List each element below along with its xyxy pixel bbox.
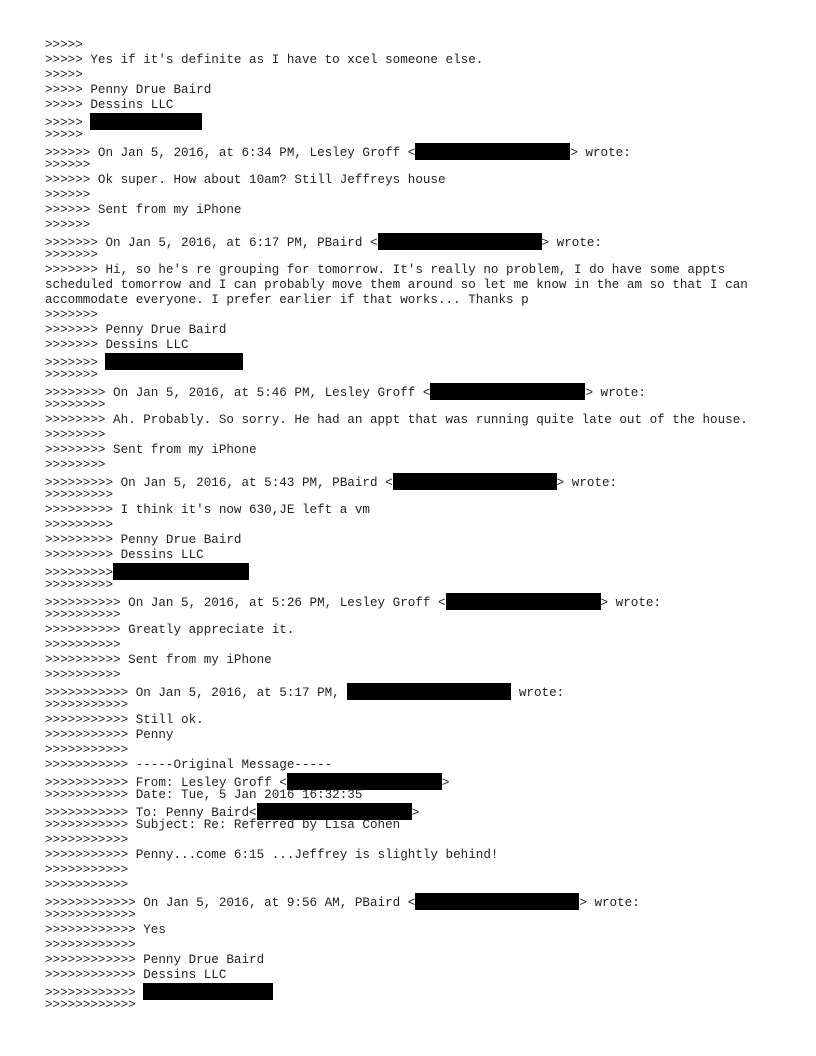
text-line [45, 698, 785, 713]
text-segment: >>>>>>> On Jan 5, 2016, at 6:17 PM, PBaird < [45, 236, 378, 250]
text-line [45, 368, 785, 383]
text-line [45, 863, 785, 878]
text-line [45, 158, 785, 173]
text-segment: >>>>>>>>>>>> Dessins LLC [45, 968, 227, 982]
text-segment: >>>>>>>>>> [45, 668, 121, 682]
text-segment: > wrote: [541, 236, 602, 250]
text-line [45, 788, 785, 803]
text-segment: >>>>>>>>>>>> Yes [45, 923, 166, 937]
text-segment: >>>>>>>>>> [45, 608, 121, 622]
redaction-block [378, 233, 542, 250]
text-line [45, 533, 785, 548]
text-line [45, 623, 785, 638]
text-line [45, 728, 785, 743]
email-thread-document [45, 38, 785, 1013]
text-segment: >>>>>>>>>> Sent from my iPhone [45, 653, 272, 667]
text-line [45, 593, 785, 608]
text-segment: >>>>>>> [45, 368, 98, 382]
text-segment: >>>>>>>>>>> -----Original Message----- [45, 758, 333, 772]
text-line [45, 803, 785, 818]
text-line [45, 503, 785, 518]
text-segment: >>>>> Penny Drue Baird [45, 83, 212, 97]
text-line [45, 833, 785, 848]
text-line [45, 893, 785, 908]
text-segment: > wrote: [556, 476, 618, 490]
text-segment: >>>>>> [45, 218, 91, 232]
text-segment: >>>>>>>> [45, 398, 106, 412]
text-segment: >>>>>>> [45, 308, 98, 322]
redaction-block [105, 353, 243, 370]
text-line [45, 203, 785, 218]
text-segment: >>>>>>>>>> [45, 638, 121, 652]
text-line [45, 443, 785, 458]
text-line [45, 968, 785, 983]
redaction-block [393, 473, 557, 490]
redaction-block [415, 143, 570, 160]
text-segment: >>>>>>>>> [45, 518, 114, 532]
text-segment: >>>>>>>>>> On Jan 5, 2016, at 5:26 PM, Lesley Groff < [45, 596, 446, 610]
text-line [45, 938, 785, 953]
text-line [45, 128, 785, 143]
text-segment: > [441, 776, 450, 790]
redaction-block [347, 683, 511, 700]
text-line [45, 518, 785, 533]
text-segment: >>>>>>>>> [45, 488, 114, 502]
text-segment: >>>>>>>> [45, 458, 106, 472]
text-line [45, 68, 785, 83]
text-line [45, 578, 785, 593]
text-line [45, 458, 785, 473]
text-segment: >>>>>>>>> Penny Drue Baird [45, 533, 242, 547]
text-segment: >>>>>>>>>>> From: Lesley Groff < [45, 776, 287, 790]
text-segment: >>>>> [45, 68, 83, 82]
text-line [45, 848, 785, 863]
text-line [45, 983, 785, 998]
text-segment: >>>>>>> [45, 248, 98, 262]
text-segment: >>>>>>>>>>> Subject: Re: Referred by Lisa Cohen [45, 818, 401, 832]
text-segment: >>>>> Dessins LLC [45, 98, 174, 112]
text-segment: >>>>>>>>>>> [45, 833, 129, 847]
text-line [45, 668, 785, 683]
text-line [45, 773, 785, 788]
text-line [45, 563, 785, 578]
text-segment: >>>>>>>>>> Greatly appreciate it. [45, 623, 295, 637]
text-segment: >>>>> [45, 128, 83, 142]
text-line [45, 98, 785, 113]
text-line [45, 488, 785, 503]
text-segment: >>>>>>>>>>> [45, 743, 129, 757]
text-line [45, 113, 785, 128]
text-segment: >>>>>>>>>>> On Jan 5, 2016, at 5:17 PM, [45, 686, 348, 700]
text-segment: >>>>>> [45, 158, 91, 172]
text-segment: >>>>>>>>>>>> [45, 908, 136, 922]
text-segment: >>>>>> On Jan 5, 2016, at 6:34 PM, Lesley Groff < [45, 146, 416, 160]
text-segment: > wrote: [579, 896, 640, 910]
text-line [45, 713, 785, 728]
text-segment: >>>>>> Sent from my iPhone [45, 203, 242, 217]
text-segment: >>>>> Yes if it's definite as I have to xcel someone else. [45, 53, 484, 67]
text-segment: >>>>>>>>> Dessins LLC [45, 548, 204, 562]
text-segment: >>>>>>>>>>>> On Jan 5, 2016, at 9:56 AM, PBaird < [45, 896, 416, 910]
text-segment: >>>>>>>>>>>> Penny Drue Baird [45, 953, 265, 967]
redaction-block [446, 593, 601, 610]
text-segment: > [411, 806, 420, 820]
text-segment: >>>>>>> [45, 356, 106, 370]
text-line [45, 758, 785, 773]
redaction-block [430, 383, 585, 400]
text-segment: >>>>> [45, 38, 83, 52]
text-line [45, 548, 785, 563]
text-segment: >>>>>>>>>>> To: Penny Baird< [45, 806, 257, 820]
text-line [45, 608, 785, 623]
redaction-block [415, 893, 579, 910]
text-line [45, 263, 785, 308]
text-segment: > wrote: [585, 386, 646, 400]
text-line [45, 83, 785, 98]
redaction-block [90, 113, 202, 130]
text-line [45, 653, 785, 668]
text-line [45, 743, 785, 758]
text-segment: >>>>>>>>> On Jan 5, 2016, at 5:43 PM, PBaird < [45, 476, 393, 490]
text-line [45, 398, 785, 413]
text-segment: >>>>>>> Hi, so he's re grouping for tomorrow. It's really no problem, I do have some appts scheduled tomorrow and I can probably move them around so let me know in the am so that I can accommodate everyone. I prefer earlier if that works... Thanks p [45, 263, 756, 307]
text-segment: wrote: [511, 686, 565, 700]
text-segment: > wrote: [570, 146, 631, 160]
text-segment: >>>>>>> Penny Drue Baird [45, 323, 227, 337]
text-line [45, 683, 785, 698]
text-line [45, 248, 785, 263]
text-line [45, 428, 785, 443]
text-segment: >>>>> [45, 116, 91, 130]
text-line [45, 923, 785, 938]
text-line [45, 218, 785, 233]
text-line [45, 998, 785, 1013]
text-line [45, 188, 785, 203]
text-line [45, 323, 785, 338]
text-line [45, 38, 785, 53]
text-line [45, 53, 785, 68]
text-line [45, 413, 785, 428]
text-line [45, 818, 785, 833]
text-line [45, 908, 785, 923]
text-segment: >>>>>>>>>>>> [45, 986, 144, 1000]
text-line [45, 638, 785, 653]
text-line [45, 233, 785, 248]
text-segment: >>>>>>>>>>> Date: Tue, 5 Jan 2016 16:32:35 [45, 788, 363, 802]
text-line [45, 338, 785, 353]
text-segment: >>>>>>>>>>> Still ok. [45, 713, 204, 727]
text-segment: >>>>>>>>> I think it's now 630,JE left a vm [45, 503, 370, 517]
redaction-block [143, 983, 273, 1000]
text-segment: >>>>>>>> [45, 428, 106, 442]
text-segment: >>>>>>>>> [45, 578, 114, 592]
text-segment: >>>>>>>>>>> Penny [45, 728, 174, 742]
text-segment: >>>>>>>> Ah. Probably. So sorry. He had an appt that was running quite late out of the house. [45, 413, 748, 427]
text-segment: >>>>>>>> Sent from my iPhone [45, 443, 257, 457]
text-line [45, 308, 785, 323]
text-segment: > wrote: [600, 596, 662, 610]
text-segment: >>>>>>>>>>> [45, 878, 129, 892]
text-line [45, 383, 785, 398]
text-line [45, 353, 785, 368]
text-line [45, 173, 785, 188]
text-line [45, 953, 785, 968]
text-segment: >>>>>>>>>>>> [45, 938, 136, 952]
text-segment: >>>>>> Ok super. How about 10am? Still Jeffreys house [45, 173, 446, 187]
text-segment: >>>>>>>>>>>> [45, 998, 136, 1012]
text-segment: >>>>>>>>>>> [45, 863, 129, 877]
text-line [45, 878, 785, 893]
text-segment: >>>>>>>> On Jan 5, 2016, at 5:46 PM, Lesley Groff < [45, 386, 431, 400]
text-segment: >>>>>>> Dessins LLC [45, 338, 189, 352]
text-segment: >>>>>> [45, 188, 91, 202]
text-segment: >>>>>>>>>>> Penny...come 6:15 ...Jeffrey is slightly behind! [45, 848, 499, 862]
text-line [45, 143, 785, 158]
redaction-block [113, 563, 249, 580]
text-segment: >>>>>>>>> [45, 566, 114, 580]
text-line [45, 473, 785, 488]
text-segment: >>>>>>>>>>> [45, 698, 129, 712]
